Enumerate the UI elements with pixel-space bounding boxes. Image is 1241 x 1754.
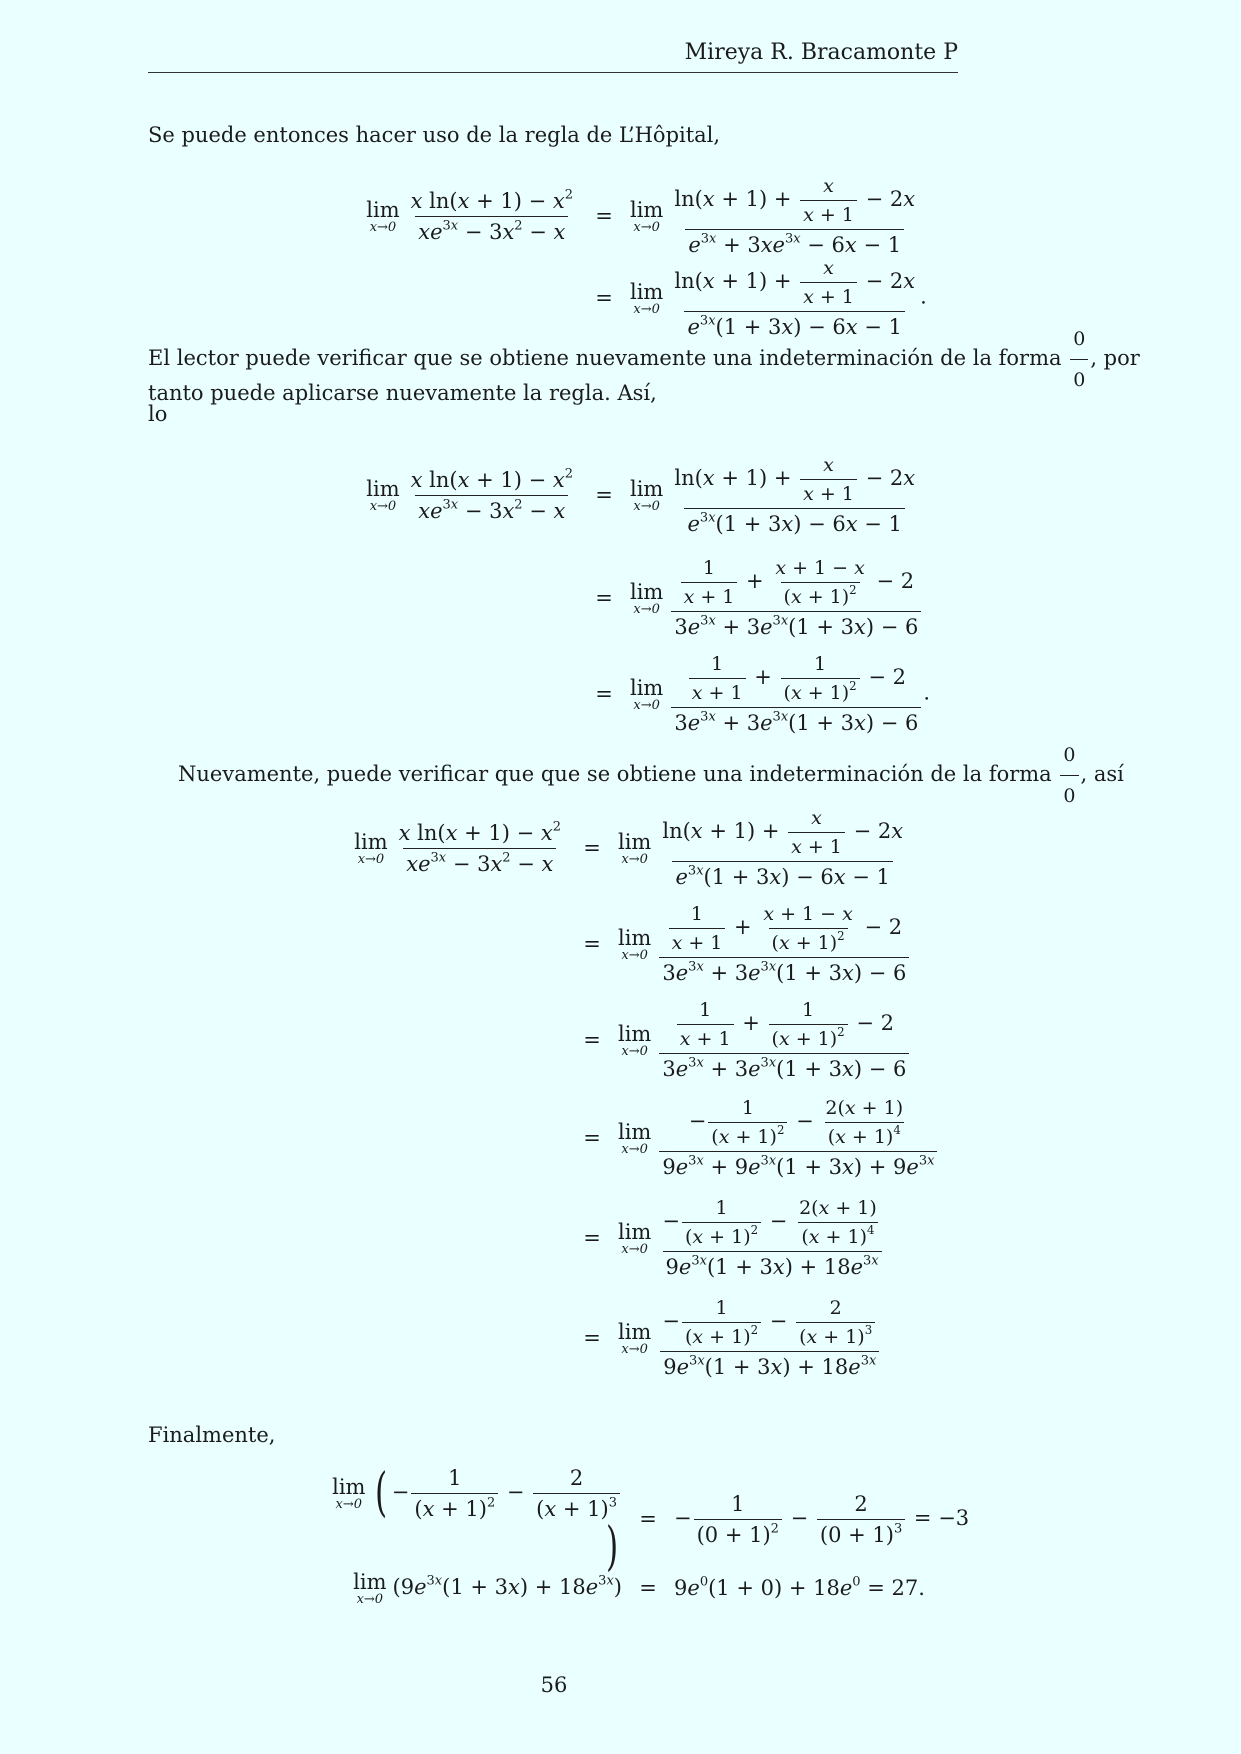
equation-block-2: lim x→0 $\frac{x \ln(x + 1) - x^2}{xe^{3x} - 3x^2 - x}$ = lim x→0 ln(x + 1) + $\frac{x}{x + 1}$ − 2x $e^{3x}(1 + 3x) - 6x - 1$ = lim x→0 $\frac{1}{x + 1}$ + $\frac{x + 1 - x}{(x + 1)^2}$ − 2 $3e^{3x} + 3e^{3x}(1 + 3x) - 6$ = lim x→0 $\frac{1}{x + 1}$ + $\frac{1}{(x + 1)^2}$ − 2 $3e^{3x} + 3e^{3x}(1 + 3x) - 6$ . xyxy=(366,454,931,735)
running-header: Mireya R. Bracamonte P xyxy=(684,40,958,65)
paragraph-2-continued: tanto puede aplicarse nuevamente la regla. Así, xyxy=(148,381,657,405)
paragraph-1: Se puede entonces hacer uso de la regla de L’Hôpital, xyxy=(148,123,721,147)
page-number: 56 xyxy=(540,1673,568,1697)
indeterminate-form-fraction: $\frac{0}{0}$ xyxy=(1070,322,1088,397)
paragraph-4: Finalmente, xyxy=(148,1423,276,1447)
indeterminate-form-fraction-2: $\frac{0}{0}$ xyxy=(1060,738,1078,813)
equation-block-3: lim x→0 $\frac{x \ln(x + 1) - x^2}{xe^{3x} - 3x^2 - x}$ = lim x→0 ln(x + 1) + $\frac{x}{x + 1}$ − 2x $e^{3x}(1 + 3x) - 6x - 1$ = lim x→0 $\frac{1}{x + 1}$ + $\frac{x + 1 - x}{(x + 1)^2}$ − 2 $3e^{3x} + 3e^{3x}(1 + 3x) - 6$ = lim x→0 $\frac{1}{x + 1}$ + $\frac{1}{(x + 1)^2}$ − 2 $3e^{3x} + 3e^{3x}(1 + 3x) - 6$ = lim x→0 − $\frac{1}{(x + 1)^2}$ − $\frac{2(x + 1)}{(x + 1)^4}$ $9e^{3x} + 9e^{3x}(1 + 3x) + 9e^{3x}$ = lim x→0 − $\frac{1}{(x + 1)^2}$ − $\frac{2(x + 1)}{(x + 1)^4}$ $9e^{3x}(1 + 3x) + 18e^{3x}$ = lim x→0 − $\frac{1}{(x + 1)^2}$ − $\frac{2}{(x + 1)^3}$ $9e^{3x}(1 + 3x) + 18e^{3x}$ xyxy=(348,800,939,1388)
limit-denominator-value: 27 xyxy=(891,1576,919,1600)
equation-block-1: lim x→0 $\frac{x \ln(x + 1) - x^2}{xe^{3x} - 3x^2 - x}$ = lim x→0 ln(x + 1) + $\frac{x}{x + 1}$ − 2x $e^{3x} + 3xe^{3x} - 6x - 1$ = lim x→0 ln(x + 1) + $\frac{x}{x + 1}$ − 2x $e^{3x}(1 + 3x) - 6x - 1$ . xyxy=(366,175,927,339)
equation-block-final: lim x→0 ( − $\frac{1}{(x + 1)^2}$ − $\frac{2}{(x + 1)^3}$ ) = − $\frac{1}{(0 + 1)^2}$ − $\frac{2}{(0 + 1)^3}$ = −3 lim x→0 $(9e^{3x}(1 + 3x) + 18e^{3x})$ = $9e^0(1 + 0) + 18e^0 = 27$. xyxy=(332,1463,970,1607)
limit-numerator-value: −3 xyxy=(938,1505,970,1530)
paragraph-2: El lector puede verificar que se obtiene nuevamente una indeterminación de la forma $\frac{0}{0}$ , por lo xyxy=(148,322,1158,431)
header-rule xyxy=(148,72,958,73)
paragraph-3: Nuevamente, puede verificar que que se obtiene una indeterminación de la forma $\frac{0}{0}$ , así xyxy=(178,738,1188,813)
